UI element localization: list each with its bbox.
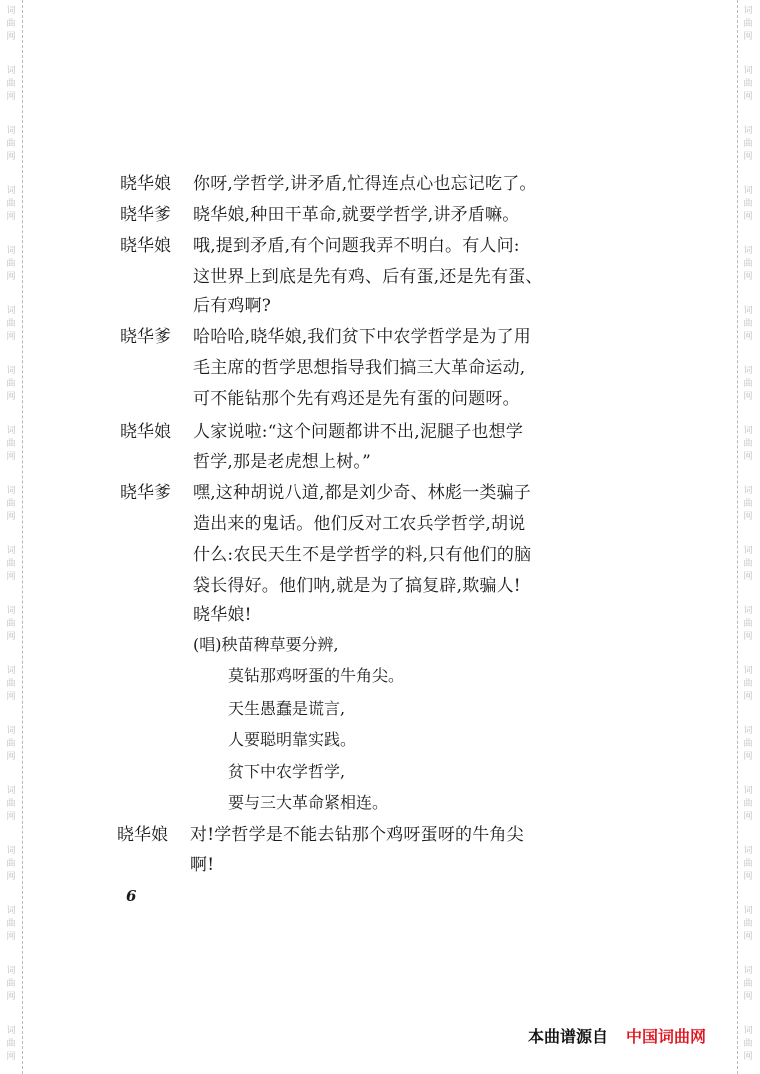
song-line: 莫钻那鸡呀蛋的牛角尖。: [228, 666, 405, 685]
speaker-name: 晓华爹: [120, 205, 171, 225]
speaker-name: 晓华娘: [120, 174, 171, 194]
right-border-line: [737, 0, 738, 1074]
watermark: 词曲网: [743, 66, 753, 102]
watermark: 词曲网: [743, 906, 753, 942]
watermark: 词曲网: [743, 486, 753, 522]
watermark: 词曲网: [6, 366, 16, 402]
watermark: 词曲网: [6, 726, 16, 762]
watermark: 词曲网: [743, 606, 753, 642]
page-number: 6: [126, 887, 137, 905]
footer-site-link[interactable]: 中国词曲网: [626, 1027, 707, 1046]
song-line: 要与三大革命紧相连。: [228, 793, 389, 812]
dialogue-line: 晓华娘!: [193, 605, 252, 625]
left-border-line: [22, 0, 23, 1074]
watermark: 词曲网: [6, 6, 16, 42]
dialogue-line: 造出来的鬼话。他们反对工农兵学哲学,胡说: [193, 514, 526, 534]
watermark: 词曲网: [743, 786, 753, 822]
watermark: 词曲网: [743, 126, 753, 162]
watermark: 词曲网: [743, 846, 753, 882]
dialogue-line: 袋长得好。他们呐,就是为了搞复辟,欺骗人!: [193, 576, 521, 596]
dialogue-line: 毛主席的哲学思想指导我们搞三大革命运动,: [193, 358, 526, 378]
speaker-name: 晓华娘: [117, 825, 168, 845]
song-line: 天生愚蠢是谎言,: [228, 699, 346, 718]
dialogue-line: 人家说啦:“这个问题都讲不出,泥腿子也想学: [193, 422, 524, 442]
watermark: 词曲网: [743, 726, 753, 762]
speaker-name: 晓华娘: [120, 236, 171, 256]
watermark: 词曲网: [743, 246, 753, 282]
watermark: 词曲网: [6, 486, 16, 522]
watermark: 词曲网: [6, 186, 16, 222]
watermark: 词曲网: [743, 426, 753, 462]
watermark: 词曲网: [743, 186, 753, 222]
speaker-name: 晓华娘: [120, 422, 171, 442]
watermark: 词曲网: [6, 606, 16, 642]
watermark: 词曲网: [6, 306, 16, 342]
watermark: 词曲网: [743, 6, 753, 42]
speaker-name: 晓华爹: [120, 327, 171, 347]
dialogue-line: 哈哈哈,晓华娘,我们贫下中农学哲学是为了用: [193, 327, 532, 347]
watermark: 词曲网: [743, 366, 753, 402]
dialogue-line: 可不能钻那个先有鸡还是先有蛋的问题呀。: [193, 389, 520, 409]
dialogue-line: 这世界上到底是先有鸡、后有蛋,还是先有蛋、: [193, 267, 543, 287]
dialogue-line: 嘿,这种胡说八道,都是刘少奇、林彪一类骗子: [193, 483, 532, 503]
watermark: 词曲网: [6, 966, 16, 1002]
dialogue-line: 晓华娘,种田干革命,就要学哲学,讲矛盾嘛。: [193, 205, 520, 225]
song-line: 贫下中农学哲学,: [228, 762, 346, 781]
watermark: 词曲网: [743, 306, 753, 342]
song-line: 人要聪明靠实践。: [228, 730, 357, 749]
watermark: 词曲网: [6, 426, 16, 462]
watermark: 词曲网: [743, 666, 753, 702]
dialogue-line: 哲学,那是老虎想上树。”: [193, 452, 371, 472]
watermark: 词曲网: [6, 906, 16, 942]
dialogue-line: 什么:农民天生不是学哲学的料,只有他们的脑: [193, 545, 532, 565]
dialogue-line: 哦,提到矛盾,有个问题我弄不明白。有人问:: [193, 236, 520, 256]
speaker-name: 晓华爹: [120, 483, 171, 503]
dialogue-line: 啊!: [190, 855, 215, 875]
watermark: 词曲网: [6, 66, 16, 102]
watermark: 词曲网: [743, 1026, 753, 1062]
song-line: (唱)秧苗稗草要分辨,: [193, 635, 339, 654]
watermark: 词曲网: [6, 246, 16, 282]
footer-source-text: 本曲谱源自: [528, 1027, 609, 1046]
watermark: 词曲网: [6, 1026, 16, 1062]
dialogue-line: 后有鸡啊?: [193, 296, 272, 316]
watermark: 词曲网: [6, 546, 16, 582]
footer-credit: [528, 1024, 706, 1047]
watermark: 词曲网: [6, 786, 16, 822]
watermark: 词曲网: [743, 546, 753, 582]
watermark: 词曲网: [6, 126, 16, 162]
dialogue-line: 对!学哲学是不能去钻那个鸡呀蛋呀的牛角尖: [190, 825, 524, 845]
watermark: 词曲网: [6, 846, 16, 882]
watermark: 词曲网: [6, 666, 16, 702]
dialogue-line: 你呀,学哲学,讲矛盾,忙得连点心也忘记吃了。: [193, 174, 537, 194]
watermark: 词曲网: [743, 966, 753, 1002]
